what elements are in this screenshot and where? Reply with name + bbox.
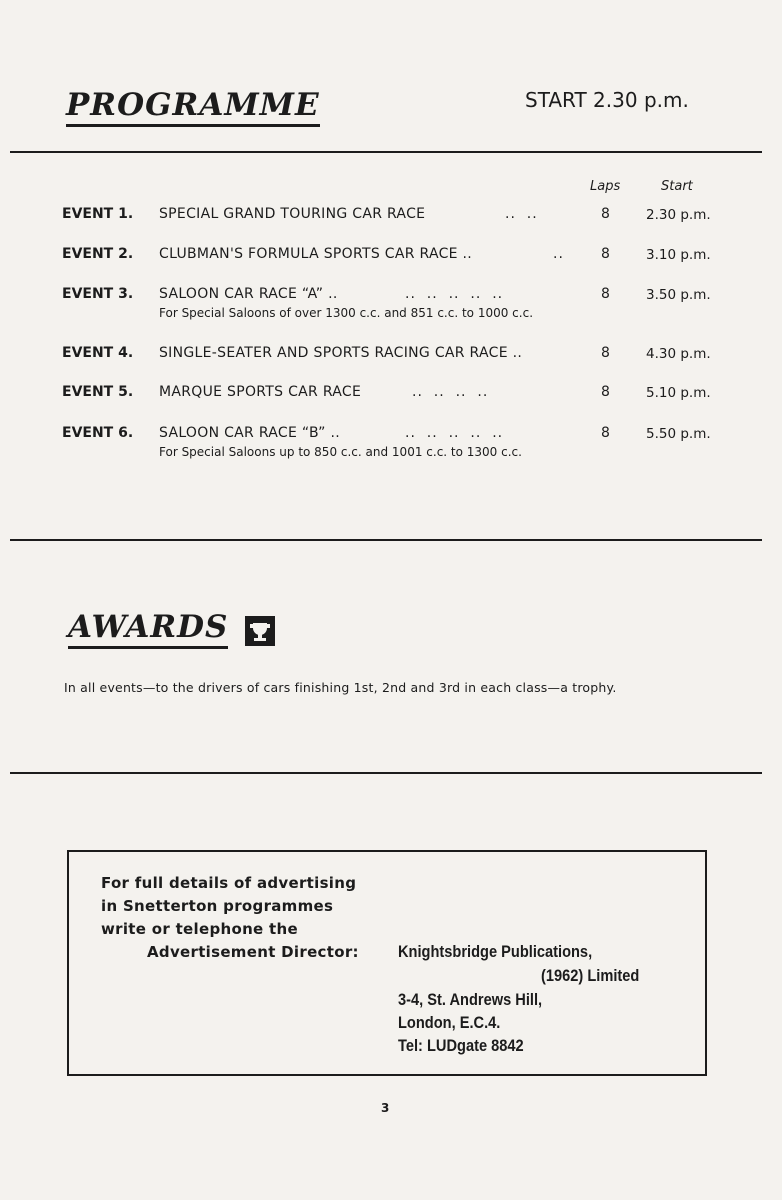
advert-line: For full details of advertising — [101, 874, 357, 892]
event-name: SINGLE-SEATER AND SPORTS RACING CAR RACE .. — [159, 345, 523, 361]
laps-column-header: Laps — [590, 179, 621, 194]
event-laps: 8 — [601, 384, 610, 400]
event-start-time: 5.10 p.m. — [646, 385, 711, 401]
start-time: START 2.30 p.m. — [525, 88, 689, 112]
middle-rule — [10, 539, 762, 541]
programme-title: PROGRAMME — [66, 90, 320, 127]
event-name: SPECIAL GRAND TOURING CAR RACE — [159, 206, 426, 222]
publisher-telephone: Tel: LUDgate 8842 — [398, 1036, 524, 1055]
event-laps: 8 — [601, 345, 610, 361]
event-name: MARQUE SPORTS CAR RACE — [159, 384, 362, 400]
advert-line: Advertisement Director: — [147, 943, 359, 961]
event-label: EVENT 1. — [62, 206, 134, 222]
event-label: EVENT 2. — [62, 246, 134, 262]
event-note: For Special Saloons up to 850 c.c. and 1001 c.c. to 1300 c.c. — [159, 445, 522, 459]
leader-dots: .. .. .. .. — [412, 384, 489, 400]
lower-rule — [10, 772, 762, 774]
event-laps: 8 — [601, 425, 610, 441]
leader-dots: .. .. — [505, 206, 538, 222]
event-laps: 8 — [601, 286, 610, 302]
awards-title: AWARDS — [68, 612, 228, 649]
event-note: For Special Saloons of over 1300 c.c. and 851 c.c. to 1000 c.c. — [159, 306, 534, 320]
event-label: EVENT 5. — [62, 384, 134, 400]
event-start-time: 2.30 p.m. — [646, 207, 711, 223]
event-start-time: 4.30 p.m. — [646, 346, 711, 362]
event-laps: 8 — [601, 206, 610, 222]
event-name: SALOON CAR RACE “A” .. — [159, 286, 338, 302]
advert-line: in Snetterton programmes — [101, 897, 334, 915]
publisher-name: Knightsbridge Publications, — [398, 942, 593, 961]
leader-dots: .. .. .. .. .. — [405, 425, 504, 441]
publisher-name-line2: (1962) Limited — [541, 966, 640, 985]
awards-description: In all events—to the drivers of cars finishing 1st, 2nd and 3rd in each class—a trophy. — [64, 680, 617, 695]
page-number: 3 — [381, 1101, 390, 1115]
event-label: EVENT 4. — [62, 345, 134, 361]
event-label: EVENT 6. — [62, 425, 134, 441]
publisher-address: 3-4, St. Andrews Hill, — [398, 990, 543, 1009]
event-laps: 8 — [601, 246, 610, 262]
top-rule — [10, 151, 762, 153]
start-column-header: Start — [661, 179, 693, 194]
leader-dots: .. .. .. .. .. — [405, 286, 504, 302]
event-start-time: 3.50 p.m. — [646, 287, 711, 303]
publisher-city: London, E.C.4. — [398, 1013, 501, 1032]
event-start-time: 5.50 p.m. — [646, 426, 711, 442]
advert-line: write or telephone the — [101, 920, 298, 938]
leader-dots: .. — [553, 246, 564, 262]
event-name: CLUBMAN'S FORMULA SPORTS CAR RACE .. — [159, 246, 473, 262]
trophy-icon — [245, 616, 275, 646]
event-label: EVENT 3. — [62, 286, 134, 302]
event-start-time: 3.10 p.m. — [646, 247, 711, 263]
event-name: SALOON CAR RACE “B” .. — [159, 425, 340, 441]
